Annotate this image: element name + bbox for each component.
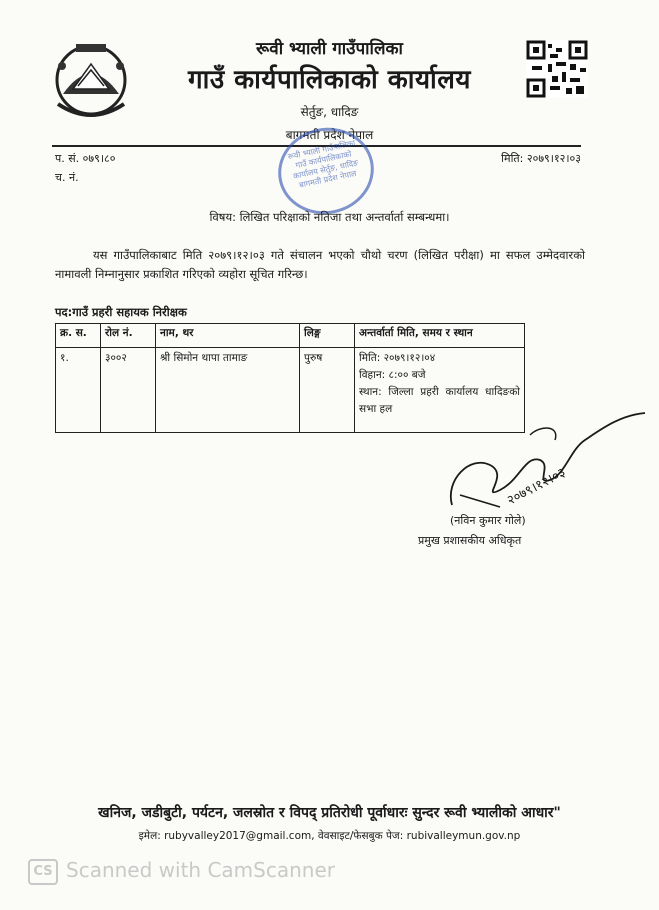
dispatch-number: च. नं.: [55, 171, 79, 184]
office-location: सेर्तुङ, धादिङ: [300, 105, 359, 119]
interview-place: स्थान: जिल्ला प्रहरी कार्यालय धादिङको सभा हल: [359, 386, 520, 415]
col-roll: रोल नं.: [101, 324, 156, 348]
letter-date: मिति: २०७९।१२।०३: [501, 152, 581, 165]
col-gender: लिङ्ग: [300, 324, 355, 348]
interview-date: मिति: २०७९।१२।०४: [359, 352, 436, 364]
footer-contact: इमेल: rubyvalley2017@gmail.com, वेवसाइट/फेसबुक पेज: rubivalleymun.gov.np: [138, 830, 521, 842]
cell-name: श्री सिमोन थापा तामाङ: [156, 348, 300, 433]
cell-serial: १.: [56, 348, 101, 433]
post-title: पद:गाउँ प्रहरी सहायक निरीक्षक: [55, 305, 187, 319]
handwritten-signature: [440, 395, 650, 520]
body-paragraph: यस गाउँपालिकाबाट मिति २०७९।१२।०३ गते संचालन भएको चौथो चरण (लिखित परीक्षा) मा सफल उम्मेदवारको नामावली निम्नानुसार प्रकाशित गरिएको व्यहोरा सूचित गरिन्छ।: [55, 248, 585, 281]
watermark-text: Scanned with CamScanner: [66, 858, 335, 882]
col-name: नाम, थर: [156, 324, 300, 348]
subject-line: विषय: लिखित परिक्षाको नतिजा तथा अन्तर्वार्ता सम्बन्धमा।: [209, 210, 450, 224]
municipality-name: रूवी भ्याली गाउँपालिका: [256, 39, 403, 59]
camscanner-watermark: [28, 858, 335, 885]
cell-gender: पुरुष: [300, 348, 355, 433]
stamp-text: रूवी भ्याली गाउँपालिका गाउँ कार्यपालिकाको कार्यालय सेर्तुङ, धादिङ बागमती प्रदेश नेपाल: [287, 138, 359, 190]
col-interview: अन्तर्वार्ता मिति, समय र स्थान: [355, 324, 525, 348]
signature-date: २०७९।१२।०३: [504, 465, 569, 509]
cell-roll: ३००२: [101, 348, 156, 433]
reference-number: प. सं. ०७९।८०: [55, 152, 116, 165]
camscanner-logo-icon: CS: [28, 859, 58, 885]
table-header-row: [56, 324, 525, 348]
interview-time: विहान: ८:०० बजे: [359, 369, 426, 381]
signatory-name: (नविन कुमार गोले): [450, 514, 526, 527]
office-province: बागमती प्रदेश नेपाल: [285, 128, 374, 142]
footer-slogan: खनिज, जडीबुटी, पर्यटन, जलस्रोत र विपद् प्रतिरोधी पूर्वाधारः सुन्दर रूवी भ्यालीको आधार": [98, 805, 561, 821]
col-serial: क्र. स.: [56, 324, 101, 348]
signatory-designation: प्रमुख प्रशासकीय अधिकृत: [418, 534, 522, 547]
office-title: गाउँ कार्यपालिकाको कार्यालय: [188, 65, 471, 95]
